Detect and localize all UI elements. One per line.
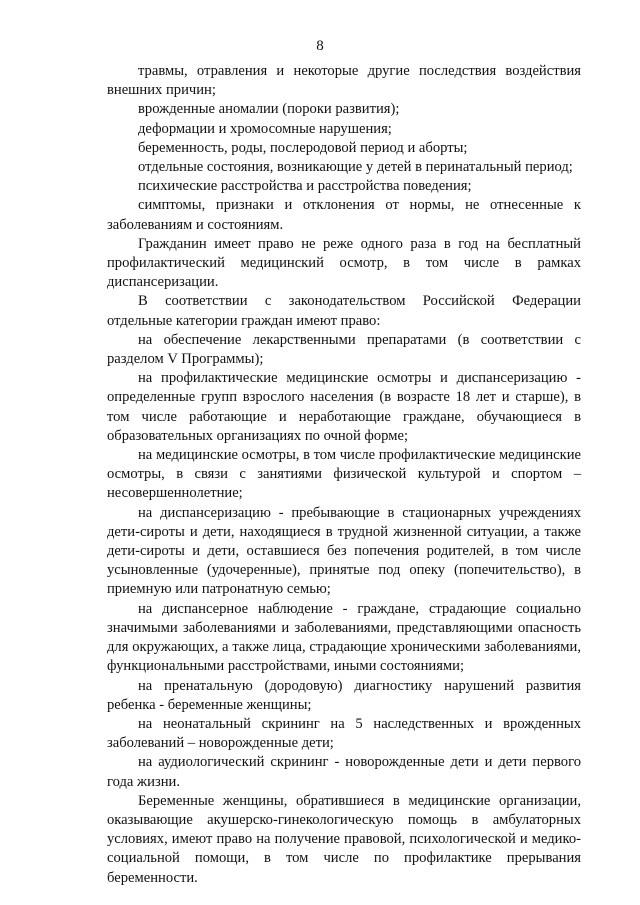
paragraph: на аудиологический скрининг - новорожденные дети и дети первого года жизни. [107, 754, 581, 790]
paragraph: Гражданин имеет право не реже одного раза в год на бесплатный профилактический медицинский осмотр, в том числе в рамках диспансеризации. [107, 235, 581, 291]
paragraph: врожденные аномалии (пороки развития); [138, 101, 400, 118]
paragraph: В соответствии с законодательством Российской Федерации отдельные категории граждан имеют право: [107, 293, 581, 329]
paragraph: отдельные состояния, возникающие у детей в перинатальный период; [138, 159, 573, 176]
paragraph: на диспансерное наблюдение - граждане, страдающие социально значимыми заболеваниями и заболеваниями, представляющими опасность для окружающих, а также лица, страдающие хроническими заболеваниями, функциональными расстройствами, иными состояниями; [107, 600, 581, 675]
paragraph: на неонатальный скрининг на 5 наследственных и врожденных заболеваний – новорожденные дети; [107, 715, 581, 752]
paragraph: на пренатальную (дородовую) диагностику нарушений развития ребенка - беременные женщины; [107, 677, 581, 713]
paragraph: на медицинские осмотры, в том числе профилактические медицинские осмотры, в связи с занятиями физической культурой и спортом – несовершеннолетние; [107, 447, 581, 502]
paragraph: Беременные женщины, обратившиеся в медицинские организации, оказывающие акушерско-гинекологическую помощь в амбулаторных условиях, имеют право на получение правовой, психологической и медико-социальной помощи, в том числе по профилактике прерывания беременности. [107, 792, 581, 886]
paragraph: на диспансеризацию - пребывающие в стационарных учреждениях дети-сироты и дети, находящиеся в трудной жизненной ситуации, а также дети-сироты и дети, оставшиеся без попечения родителей, в том числе усыновленные (удочеренные), принятые под опеку (попечительство), в приемную или патронатную семью; [107, 504, 581, 598]
paragraph: психические расстройства и расстройства поведения; [138, 178, 472, 195]
paragraph: симптомы, признаки и отклонения от нормы, не отнесенные к заболеваниям и состояниям. [107, 197, 581, 233]
paragraph: деформации и хромосомные нарушения; [138, 120, 392, 137]
paragraph: на профилактические медицинские осмотры и диспансеризацию - определенные групп взрослого населения (в возрасте 18 лет и старше), в том числе работающие и неработающие граждане, обучающиеся в образовательных организациях по очной форме; [107, 370, 581, 444]
paragraph: беременность, роды, послеродовой период и аборты; [138, 139, 468, 156]
document-body [107, 62, 581, 888]
paragraph: травмы, отравления и некоторые другие последствия воздействия внешних причин; [107, 63, 581, 99]
paragraph: на обеспечение лекарственными препаратами (в соответствии с разделом V Программы); [107, 331, 581, 368]
page-number: 8 [316, 38, 324, 54]
